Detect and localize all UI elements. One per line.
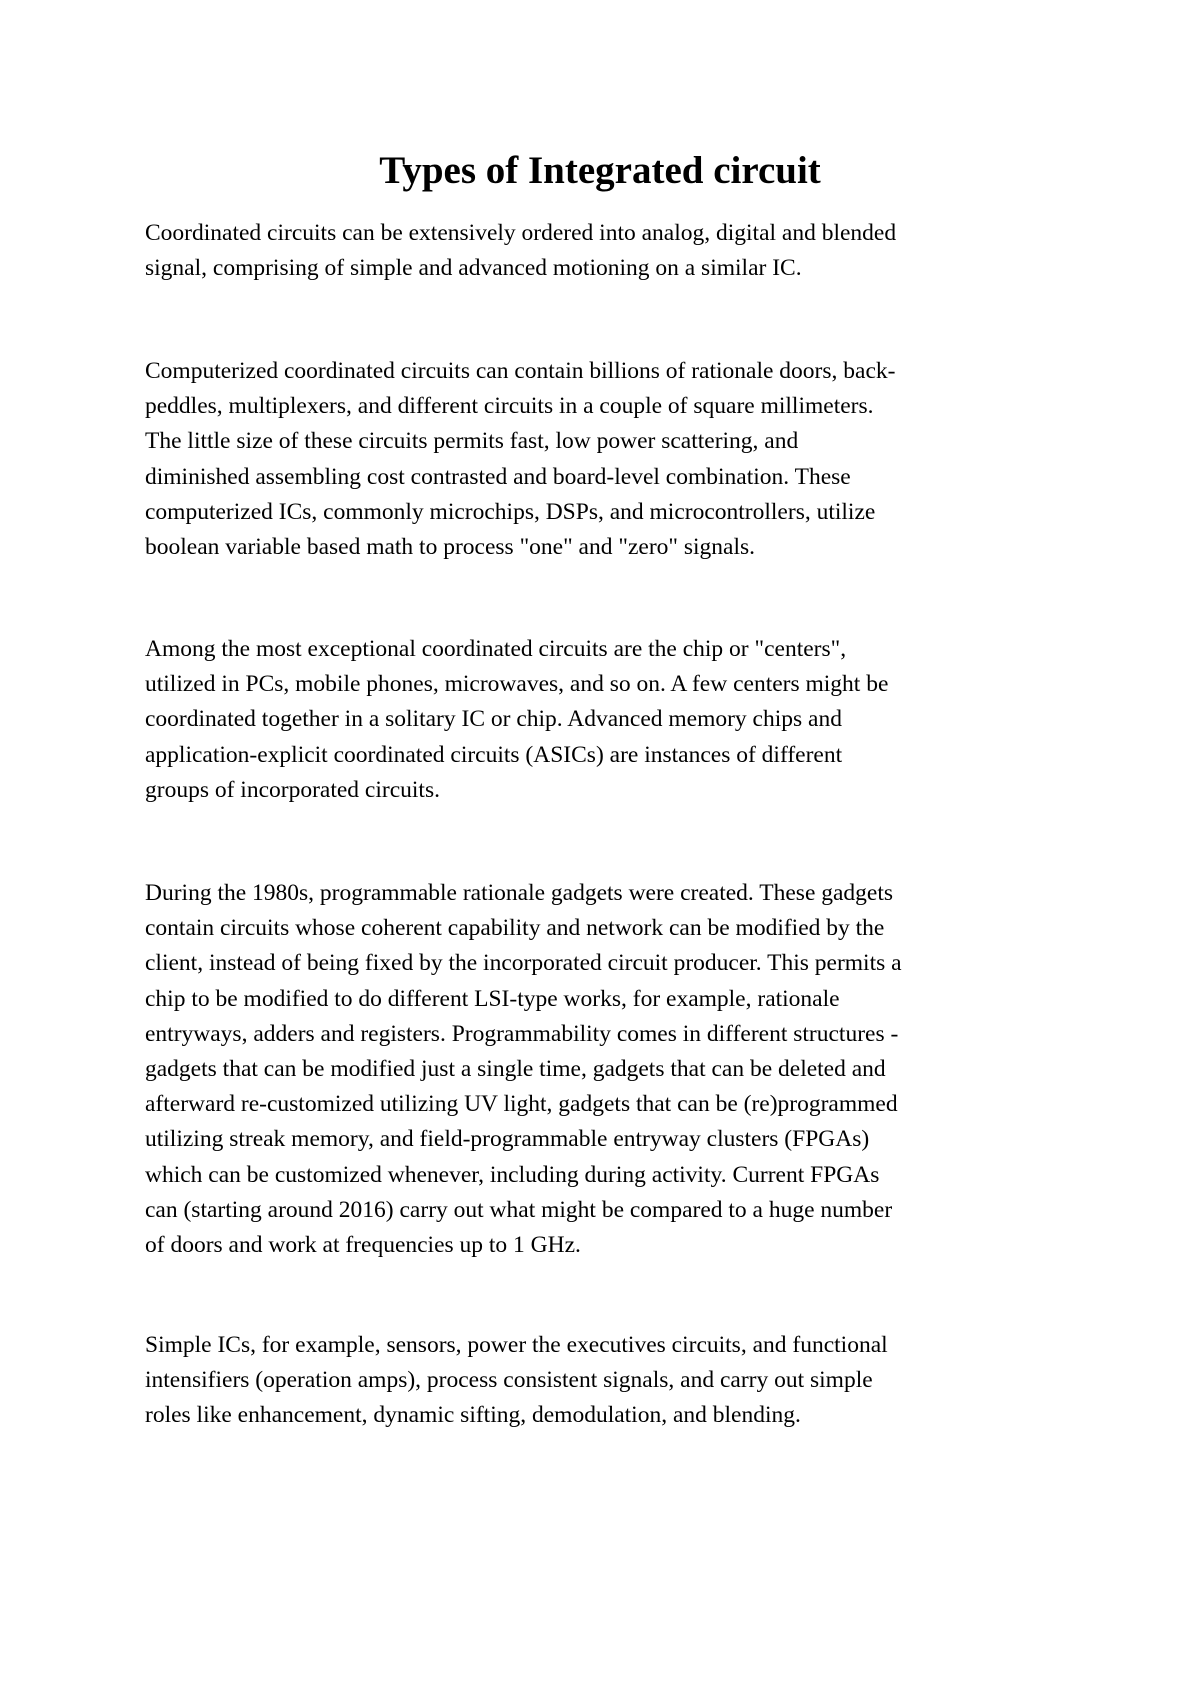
text-line: Coordinated circuits can be extensively ordered into analog, digital and blended (145, 220, 897, 246)
text-line: of doors and work at frequencies up to 1 GHz. (145, 1232, 581, 1259)
text-line: entryways, adders and registers. Programmability comes in different structures - (145, 1020, 899, 1047)
text-line: coordinated together in a solitary IC or chip. Advanced memory chips and (145, 706, 842, 733)
text-line: The little size of these circuits permits fast, low power scattering, and (145, 428, 799, 455)
text-line: peddles, multiplexers, and different circuits in a couple of square millimeters. (145, 393, 874, 420)
paragraph-digital-ics (145, 354, 1075, 565)
text-line: application-explicit coordinated circuits (ASICs) are instances of different (145, 741, 843, 768)
text-line: computerized ICs, commonly microchips, DSPs, and microcontrollers, utilize (145, 498, 876, 525)
text-line: contain circuits whose coherent capability and network can be modified by the (145, 915, 885, 942)
text-line: diminished assembling cost contrasted and board-level combination. These (145, 463, 851, 490)
text-line: which can be customized whenever, including during activity. Current FPGAs (145, 1161, 880, 1188)
text-line: client, instead of being fixed by the incorporated circuit producer. This permits a (145, 950, 902, 977)
text-line: signal, comprising of simple and advanced motioning on a similar IC. (145, 255, 802, 282)
text-line: groups of incorporated circuits. (145, 776, 440, 803)
text-line: boolean variable based math to process "one" and "zero" signals. (145, 534, 756, 561)
paragraph-programmable (145, 876, 1075, 1263)
text-line: Computerized coordinated circuits can contain billions of rationale doors, back- (145, 358, 896, 384)
text-line: afterward re-customized utilizing UV light, gadgets that can be (re)programmed (145, 1091, 898, 1118)
paragraph-intro (145, 216, 1075, 286)
text-line: chip to be modified to do different LSI-type works, for example, rationale (145, 985, 840, 1012)
paragraph-analog-ics (145, 1328, 1075, 1434)
text-line: can (starting around 2016) carry out what might be compared to a huge number (145, 1196, 893, 1223)
text-line: roles like enhancement, dynamic sifting, demodulation, and blending. (145, 1402, 801, 1429)
text-line: During the 1980s, programmable rationale gadgets were created. These gadgets (145, 880, 894, 906)
text-line: utilized in PCs, mobile phones, microwaves, and so on. A few centers might be (145, 671, 889, 698)
document-title: Types of Integrated circuit (379, 149, 821, 192)
text-line: Among the most exceptional coordinated circuits are the chip or "centers", (145, 636, 847, 662)
text-line: Simple ICs, for example, sensors, power the executives circuits, and functional (145, 1332, 888, 1358)
text-line: utilizing streak memory, and field-programmable entryway clusters (FPGAs) (145, 1126, 870, 1153)
paragraph-cores (145, 632, 1075, 808)
text-line: gadgets that can be modified just a single time, gadgets that can be deleted and (145, 1056, 886, 1083)
text-line: intensifiers (operation amps), process consistent signals, and carry out simple (145, 1367, 873, 1394)
